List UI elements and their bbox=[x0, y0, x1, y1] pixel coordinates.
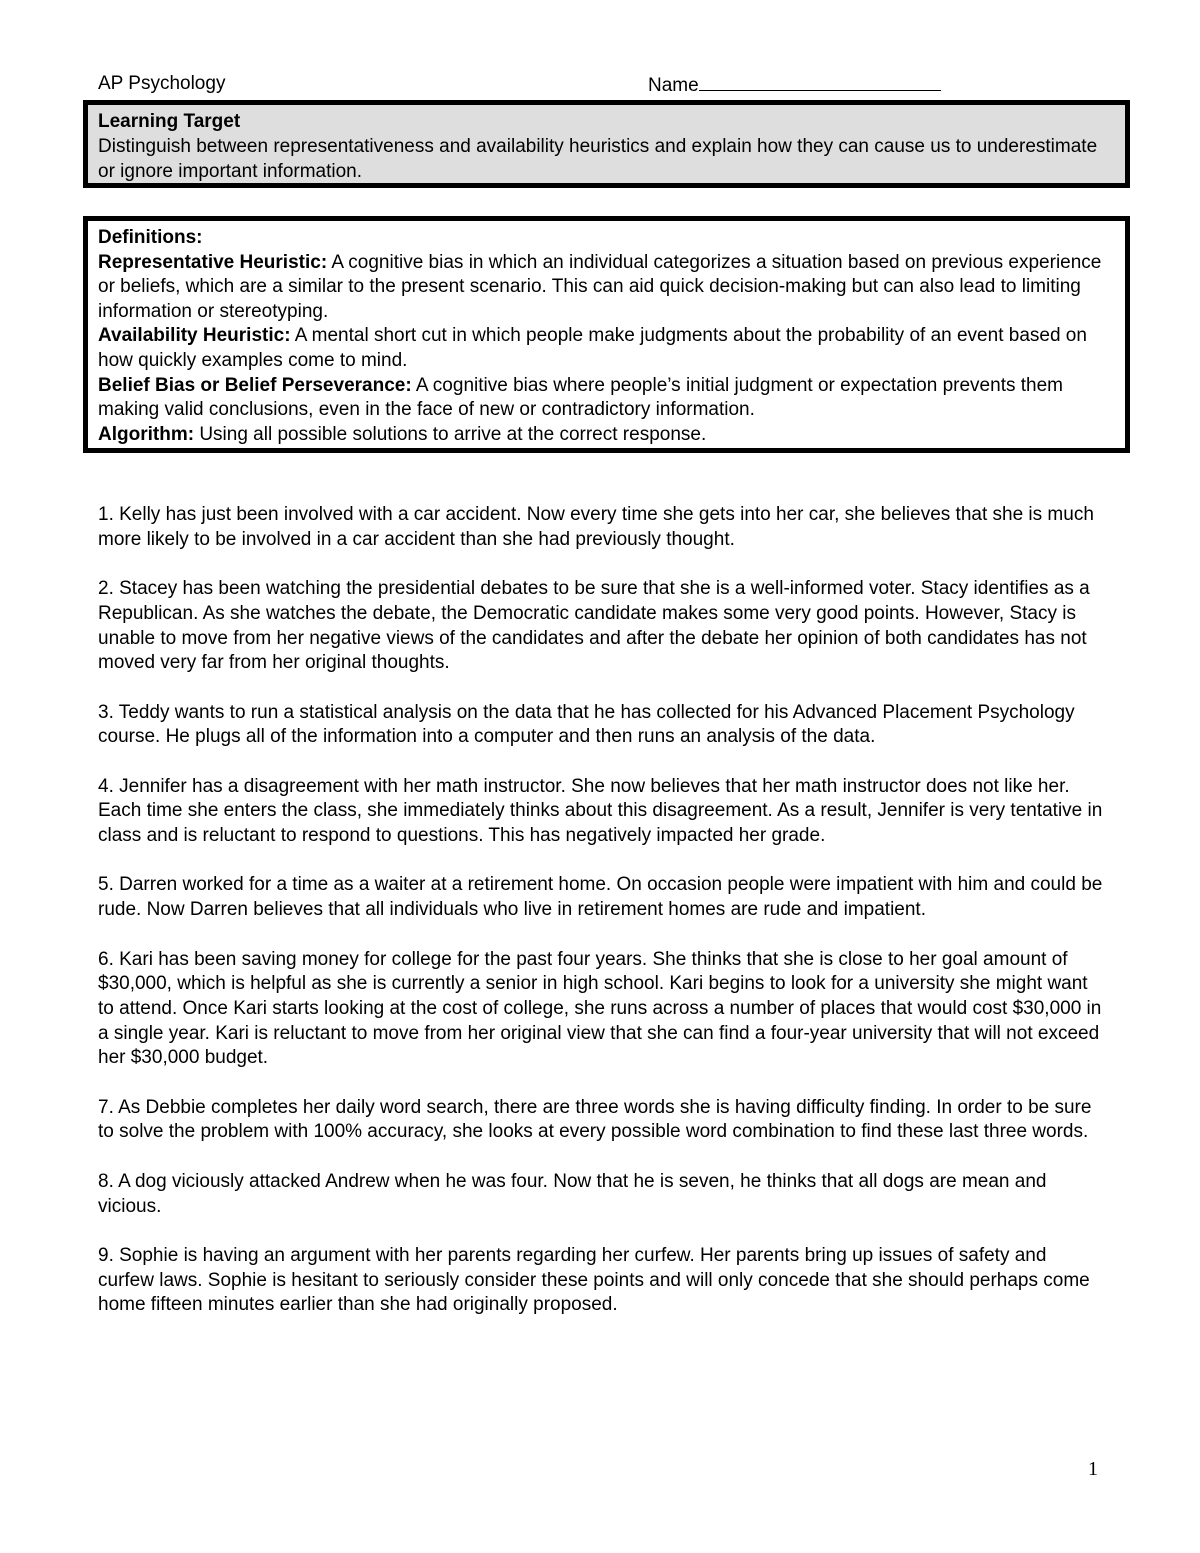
definition-representative bbox=[98, 251, 1120, 325]
question-7: 7. As Debbie completes her daily word search, there are three words she is having difficulty finding. In order to be sure to solve the problem with 100% accuracy, she looks at every possible word combination to find these last three words. bbox=[98, 1096, 1092, 1143]
question-list bbox=[98, 503, 1103, 1343]
definition-term: Availability Heuristic: bbox=[98, 325, 291, 347]
question-4: 4. Jennifer has a disagreement with her math instructor. She now believes that her math instructor does not like her. Each time she enters the class, she immediately thinks about this disagreement. As a result, Jennifer is very tentative in class and is reluctant to respond to questions. This has negatively impacted her grade. bbox=[98, 775, 1103, 847]
definition-belief-bias bbox=[98, 374, 1120, 423]
learning-target-title: Learning Target bbox=[98, 111, 241, 132]
definitions-box bbox=[83, 216, 1130, 453]
definition-availability bbox=[98, 324, 1120, 373]
question-1: 1. Kelly has just been involved with a car accident. Now every time she gets into her car, she believes that she is much more likely to be involved in a car accident than she had previously thought. bbox=[98, 504, 1094, 550]
page-header bbox=[98, 70, 998, 98]
question-3: 3. Teddy wants to run a statistical analysis on the data that he has collected for his Advanced Placement Psychology course. He plugs all of the information into a computer and then runs an analysis of the data. bbox=[98, 701, 1075, 748]
question-5: 5. Darren worked for a time as a waiter at a retirement home. On occasion people were impatient with him and could be rude. Now Darren believes that all individuals who live in retirement homes are rude and impatient. bbox=[98, 874, 1103, 921]
question-8: 8. A dog viciously attacked Andrew when he was four. Now that he is seven, he thinks that all dogs are mean and vicious. bbox=[98, 1170, 1047, 1217]
name-blank-line bbox=[699, 70, 941, 91]
definition-term: Algorithm: bbox=[98, 423, 195, 445]
definition-text: Using all possible solutions to arrive at the correct response. bbox=[194, 423, 707, 445]
definition-text: A cognitive bias in which an individual categorizes a situation based on previous experience or beliefs, which are a similar to the present scenario. This can aid quick decision-making but can also lead to limiting information or stereotyping. bbox=[98, 251, 1102, 322]
definition-term: Representative Heuristic: bbox=[98, 251, 328, 273]
question-6: 6. Kari has been saving money for college for the past four years. She thinks that she is close to her goal amount of $30,000, which is helpful as she is currently a senior in high school. Kari begins to look for a university she might want to attend. Once Kari starts looking at the cost of college, she runs across a number of places that would cost $30,000 in a single year. Kari is reluctant to move from her original view that she can find a four-year university that will not exceed her $30,000 budget. bbox=[98, 948, 1102, 1069]
page-number: 1 bbox=[1088, 1458, 1098, 1480]
question-9: 9. Sophie is having an argument with her parents regarding her curfew. Her parents bring up issues of safety and curfew laws. Sophie is hesitant to seriously consider these points and will only concede that she should perhaps come home fifteen minutes earlier than she had originally proposed. bbox=[98, 1244, 1090, 1316]
name-field bbox=[648, 70, 941, 100]
question-2: 2. Stacey has been watching the presidential debates to be sure that she is a well-informed voter. Stacy identifies as a Republican. As she watches the debate, the Democratic candidate makes some very good points. However, Stacy is unable to move from her negative views of the candidates and after the debate her opinion of both candidates has not moved very far from her original thoughts. bbox=[98, 578, 1090, 674]
definition-text: A mental short cut in which people make judgments about the probability of an event based on how quickly examples come to mind. bbox=[98, 325, 1087, 371]
learning-target-text: Distinguish between representativeness and availability heuristics and explain how they can cause us to underestimate or ignore important information. bbox=[98, 136, 1098, 182]
definitions-title: Definitions: bbox=[98, 227, 203, 248]
learning-target-box bbox=[83, 100, 1130, 188]
definition-text: A cognitive bias where people’s initial judgment or expectation prevents them making valid conclusions, even in the face of new or contradictory information. bbox=[98, 374, 1063, 421]
name-label: Name bbox=[648, 75, 699, 96]
definition-algorithm bbox=[98, 423, 1120, 448]
course-title: AP Psychology bbox=[98, 73, 226, 94]
definition-term: Belief Bias or Belief Perseverance: bbox=[98, 374, 412, 396]
